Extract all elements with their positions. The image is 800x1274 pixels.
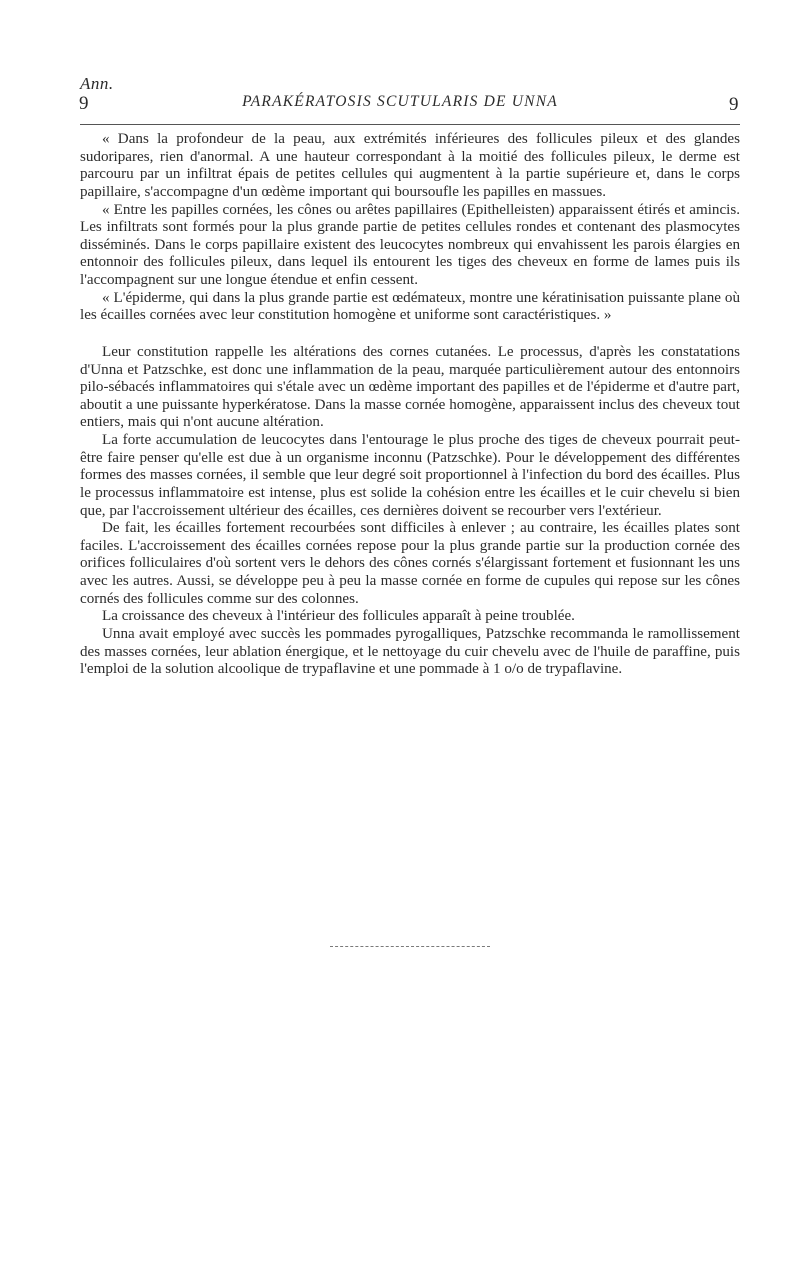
header-left-number: 9 [79,93,89,114]
quote-paragraph: « Dans la profondeur de la peau, aux extrémités inférieures des follicules pileux et des glandes sudoripares, rien d'anormal. A une hauteur correspondant à la moitié des follicules pileux, le derme est parcouru par un infiltrat épais de petites cellules qui augmentent à la partie supérieure et, dans le corps papillaire, s'accompagne d'un œdème important qui boursoufle les papilles en massues. [80,131,740,200]
body-paragraph: De fait, les écailles fortement recourbées sont difficiles à enlever ; au contraire, les écailles plates sont faciles. L'accroissement des écailles cornées repose pour la plus grande partie sur la production cornée des orifices folliculaires d'où sortent vers le dehors des cônes cornés s'élargissant fortement et fusionnant les uns avec les autres. Aussi, se développe peu à peu la masse cornée en forme de cupules qui repose sur les cônes cornés des follicules comme sur des colonnes. [80,520,740,607]
body-paragraph: La forte accumulation de leucocytes dans l'entourage le plus proche des tiges de cheveux pourrait peut-être faire penser qu'elle est due à un organisme inconnu (Patzschke). Pour le développement des différentes formes des masses cornées, il semble que leur degré soit proportionnel à l'infection du bord des écailles. Plus le processus inflammatoire est intense, plus est solide la cohésion entre les écailles et le cuir chevelu si bien que, par l'accroissement ultérieur des écailles, ces dernières doivent se recourber vers l'extérieur. [80,432,740,519]
paragraph-gap [80,325,740,344]
section-end-rule [330,946,490,947]
body-paragraph: Unna avait employé avec succès les pommades pyrogalliques, Patzschke recommanda le ramollissement des masses cornées, leur ablation énergique, et le nettoyage du cuir chevelu avec de l'huile de paraffine, puis l'emploi de la solution alcoolique de trypaflavine et une pommade à 1 o/o de trypaflavine. [80,625,740,678]
body-paragraph: Leur constitution rappelle les altérations des cornes cutanées. Le processus, d'après les constatations d'Unna et Patzschke, est donc une inflammation de la peau, marquée particulièrement autour des entonnoirs pilo-sébacés inflammatoires qui s'étale avec un œdème important des papilles et de l'épiderme et d'autre part, aboutit a une puissante hyperkératose. Dans la masse cornée homogène, apparaissent inclus des cheveux tout entiers, mais qui n'ont aucune altération. [80,343,740,431]
page-number: 9 [729,94,739,115]
quote-paragraph: « L'épiderme, qui dans la plus grande partie est œdémateux, montre une kératinisation puissante plane où les écailles cornées avec leur constitution homogène et uniforme sont caractéristiques. » [80,289,740,324]
journal-abbreviation: Ann. [80,74,114,93]
running-title: PARAKÉRATOSIS SCUTULARIS DE UNNA [242,93,558,110]
body-text [80,131,740,679]
body-paragraph: La croissance des cheveux à l'intérieur des follicules apparaît à peine troublée. [102,608,575,625]
header-rule [80,124,740,125]
quote-paragraph: « Entre les papilles cornées, les cônes ou arêtes papillaires (Epithelleisten) apparaissent étirés et amincis. Les infiltrats sont formés pour la plus grande partie de petites cellules rondes et contenant des plasmocytes disséminés. Dans le corps papillaire existent des leucocytes nombreux qui envahissent les parois élargies en entonnoir des follicules pileux, dans lequel ils entourent les tiges des cheveux en forme de lames puis ils l'accompagnent sur une longue étendue et enfin cessent. [80,201,740,288]
